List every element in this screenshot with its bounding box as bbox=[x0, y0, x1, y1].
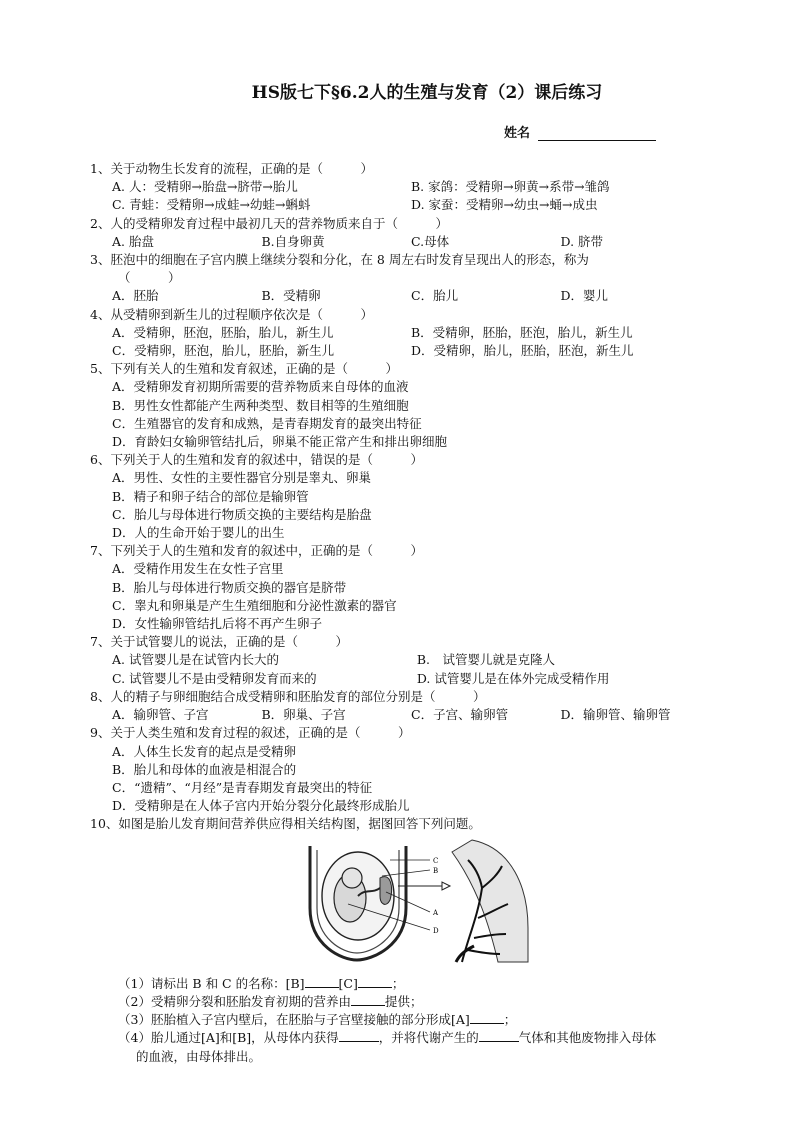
q3-option-b[interactable]: B．受精卵 bbox=[261, 288, 321, 304]
q10-sub-2: （2）受精卵分裂和胚胎发育初期的营养由 提供； bbox=[118, 993, 423, 1009]
label-c: C bbox=[433, 856, 439, 865]
question-2-stem: 2、人的受精卵发育过程中最初几天的营养物质来自于（ ） bbox=[90, 215, 448, 231]
q10-sub-3: （3）胚胎植入子宫内壁后，在胚胎与子宫壁接触的部分形成[A] ； bbox=[118, 1012, 517, 1028]
q3-option-c[interactable]: C．胎儿 bbox=[411, 288, 459, 304]
q5-option-a[interactable]: A．受精卵发育初期所需要的营养物质来自母体的血液 bbox=[112, 379, 409, 395]
q7b-option-d[interactable]: D. 试管婴儿是在体外完成受精作用 bbox=[416, 670, 610, 686]
blank-c[interactable] bbox=[358, 975, 392, 988]
question-1-stem: 1、关于动物生长发育的流程，正确的是（ ） bbox=[90, 161, 373, 176]
label-d: D bbox=[433, 926, 439, 935]
q7b-option-b[interactable]: B. 试管婴儿就是克隆人 bbox=[416, 652, 556, 668]
q2-option-a[interactable]: A. 胎盘 bbox=[112, 233, 154, 249]
question-9-stem: 9、关于人类生殖和发育过程的叙述，正确的是（ ） bbox=[90, 725, 411, 741]
q4-option-b[interactable]: B．受精卵，胚胎，胚泡，胎儿，新生儿 bbox=[411, 324, 633, 340]
q6-option-a[interactable]: A．男性、女性的主要性器官分别是睾丸、卵巢 bbox=[112, 470, 372, 486]
q9-option-c[interactable]: C．“遗精”、“月经”是青春期发育最突出的特征 bbox=[112, 779, 373, 795]
zoom-arrow-head bbox=[442, 882, 450, 890]
name-blank[interactable] bbox=[538, 127, 656, 141]
blank-b[interactable] bbox=[305, 975, 339, 988]
q1-option-a[interactable]: A. 人：受精卵→胎盘→脐带→胎儿 bbox=[112, 179, 298, 195]
q8-option-d[interactable]: D．输卵管、输卵管 bbox=[560, 707, 671, 723]
q3-option-d[interactable]: D．婴儿 bbox=[560, 288, 609, 304]
q8-option-b[interactable]: B．卵巢、子宫 bbox=[261, 707, 346, 723]
q9-option-d[interactable]: D．受精卵是在人体子宫内开始分裂分化最终形成胎儿 bbox=[112, 798, 410, 814]
blank-a[interactable] bbox=[470, 1011, 504, 1024]
q4-option-a[interactable]: A．受精卵，胚泡，胚胎，胎儿，新生儿 bbox=[112, 324, 334, 340]
name-field[interactable] bbox=[504, 122, 656, 141]
q1-option-d[interactable]: D. 家蚕：受精卵→幼虫→蛹→成虫 bbox=[411, 197, 598, 213]
q7b-option-c[interactable]: C. 试管婴儿不是由受精卵发育而来的 bbox=[112, 670, 317, 686]
question-7-stem: 7、下列关于人的生殖和发育的叙述中，正确的是（ ） bbox=[90, 543, 423, 559]
q7b-option-a[interactable]: A. 试管婴儿是在试管内长大的 bbox=[112, 652, 279, 668]
blank-nutrition[interactable] bbox=[351, 993, 385, 1006]
question-7b-stem: 7、关于试管婴儿的说法，正确的是（ ） bbox=[90, 634, 348, 650]
question-8-stem: 8、人的精子与卵细胞结合成受精卵和胚胎发育的部位分别是（ ） bbox=[90, 688, 486, 704]
q7-option-d[interactable]: D．女性输卵管结扎后将不再产生卵子 bbox=[112, 616, 323, 632]
question-3-stem: 3、胚泡中的细胞在子宫内膜上继续分裂和分化，在 8 周左右时发育呈现出人的形态，称为 bbox=[90, 252, 589, 268]
label-a: A bbox=[433, 908, 439, 917]
q5-option-c[interactable]: C．生殖器官的发育和成熟，是青春期发育的最突出特征 bbox=[112, 415, 422, 431]
q4-option-c[interactable]: C．受精卵，胚泡，胎儿，胚胎，新生儿 bbox=[112, 343, 335, 359]
q1-option-b[interactable]: B. 家鸽：受精卵→卵黄→系带→雏鸽 bbox=[411, 179, 610, 195]
label-b: B bbox=[433, 866, 439, 875]
question-3-paren: （ ） bbox=[118, 270, 181, 286]
page-title: HS版七下§6.2人的生殖与发育（2）课后练习 bbox=[251, 83, 603, 103]
q6-option-c[interactable]: C．胎儿与母体进行物质交换的主要结构是胎盘 bbox=[112, 506, 372, 522]
question-10-stem: 10、如图是胎儿发育期间营养供应得相关结构图，据图回答下列问题。 bbox=[90, 816, 481, 832]
q6-option-d[interactable]: D．人的生命开始于婴儿的出生 bbox=[112, 525, 285, 541]
question-6-stem: 6、下列关于人的生殖和发育的叙述中，错误的是（ ） bbox=[90, 452, 423, 468]
q7-option-b[interactable]: B．胎儿与母体进行物质交换的器官是脐带 bbox=[112, 579, 347, 595]
q7-option-a[interactable]: A．受精作用发生在女性子宫里 bbox=[112, 561, 284, 577]
q3-option-a[interactable]: A．胚胎 bbox=[112, 288, 159, 304]
q5-option-b[interactable]: B．男性女性都能产生两种类型、数目相等的生殖细胞 bbox=[112, 397, 409, 413]
question-list bbox=[90, 160, 710, 1066]
q2-option-d[interactable]: D. 脐带 bbox=[560, 233, 604, 249]
placenta-enlarged bbox=[452, 840, 528, 962]
q4-option-d[interactable]: D．受精卵，胎儿，胚胎，胚泡，新生儿 bbox=[411, 343, 634, 359]
blank-gas[interactable] bbox=[479, 1029, 519, 1042]
q7-option-c[interactable]: C．睾丸和卵巢是产生生殖细胞和分泌性激素的器官 bbox=[112, 597, 397, 613]
q10-sub-4: （4）胎儿通过[A]和[B]，从母体内获得 ，并将代谢产生的 气体和其他废物排入母体 bbox=[118, 1030, 657, 1046]
fetus-head bbox=[342, 868, 362, 888]
question-4-stem: 4、从受精卵到新生儿的过程顺序依次是（ ） bbox=[90, 306, 373, 322]
blank-obtain[interactable] bbox=[339, 1029, 379, 1042]
q8-option-c[interactable]: C．子宫、输卵管 bbox=[411, 707, 509, 723]
placenta-shape bbox=[380, 876, 392, 904]
question-5-stem: 5、下列有关人的生殖和发育叙述，正确的是（ ） bbox=[90, 361, 398, 377]
q9-option-a[interactable]: A．人体生长发育的起点是受精卵 bbox=[112, 743, 297, 759]
q5-option-d[interactable]: D．育龄妇女输卵管结扎后，卵巢不能正常产生和排出卵细胞 bbox=[112, 434, 448, 450]
q10-sub-4-cont: 的血液，由母体排出。 bbox=[136, 1048, 262, 1064]
q2-option-b[interactable]: B.自身卵黄 bbox=[261, 233, 325, 249]
q6-option-b[interactable]: B．精子和卵子结合的部位是输卵管 bbox=[112, 488, 309, 504]
q10-sub-1: （1）请标出 B 和 C 的名称：[B] [C] ； bbox=[118, 975, 405, 991]
name-label: 姓名 bbox=[504, 126, 531, 141]
placenta-diagram bbox=[302, 838, 532, 964]
q8-option-a[interactable]: A．输卵管、子宫 bbox=[112, 707, 209, 723]
q1-option-c[interactable]: C. 青蛙：受精卵→成蛙→幼蛙→蝌蚪 bbox=[112, 197, 311, 213]
q9-option-b[interactable]: B．胎儿和母体的血液是相混合的 bbox=[112, 761, 297, 777]
q2-option-c[interactable]: C.母体 bbox=[411, 233, 450, 249]
